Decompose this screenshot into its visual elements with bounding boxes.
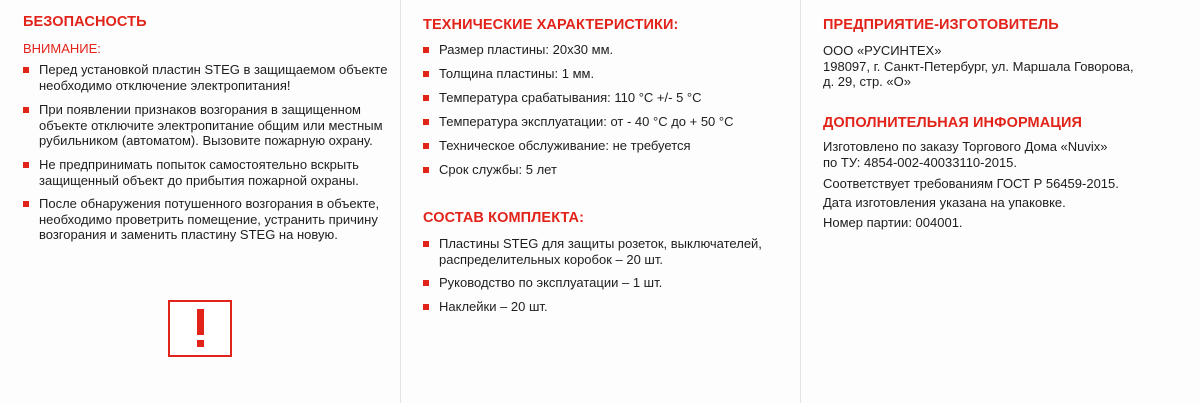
- attention-label: ВНИМАНИЕ:: [23, 41, 101, 56]
- bullet-icon: [23, 67, 29, 73]
- safety-item-line: объекте отключите электропитание общим или местным: [39, 117, 383, 133]
- spec-item: [439, 162, 557, 178]
- extra-info-line: Номер партии: 004001.: [823, 215, 963, 230]
- safety-item-line: Перед установкой пластин STEG в защищаемом объекте: [39, 62, 388, 77]
- safety-item: [39, 157, 359, 188]
- bullet-icon: [423, 280, 429, 286]
- extra-info-title: ДОПОЛНИТЕЛЬНАЯ ИНФОРМАЦИЯ: [823, 115, 1083, 131]
- kit-item-line: Руководство по эксплуатации – 1 шт.: [439, 275, 663, 290]
- kit-item: [439, 275, 662, 291]
- safety-item: [39, 62, 387, 93]
- bullet-icon: [23, 162, 29, 168]
- safety-panel: [0, 0, 400, 403]
- extra-info-line: Соответствует требованиям ГОСТ Р 56459-2015.: [823, 176, 1119, 191]
- manufacturer-panel: [800, 0, 1200, 403]
- kit-item-line: распределительных коробок – 20 шт.: [439, 251, 663, 267]
- manufacturer-address-line: 198097, г. Санкт-Петербург, ул. Маршала Говорова,: [823, 59, 1134, 74]
- safety-title: БЕЗОПАСНОСТЬ: [23, 14, 147, 30]
- spec-item: [439, 66, 594, 82]
- bullet-icon: [23, 107, 29, 113]
- kit-item-line: Наклейки – 20 шт.: [439, 299, 548, 314]
- safety-item-line: рубильником (автоматом). Вызовите пожарную охрану.: [39, 133, 373, 148]
- bullet-icon: [423, 47, 429, 53]
- extra-info-line: Дата изготовления указана на упаковке.: [823, 195, 1066, 210]
- spec-item: [439, 42, 613, 58]
- safety-item: [39, 196, 379, 243]
- kit-title: СОСТАВ КОМПЛЕКТА:: [423, 210, 585, 226]
- manufacturer-name: ООО «РУСИНТЕХ»: [823, 43, 942, 58]
- safety-item-line: При появлении признаков возгорания в защищенном: [39, 102, 361, 117]
- manufacturer-address-line: д. 29, стр. «О»: [823, 74, 911, 89]
- specs-title: ТЕХНИЧЕСКИЕ ХАРАКТЕРИСТИКИ:: [423, 17, 679, 33]
- manufacturer-title: ПРЕДПРИЯТИЕ-ИЗГОТОВИТЕЛЬ: [823, 17, 1059, 33]
- kit-item: [439, 299, 548, 315]
- spec-text: Температура срабатывания: 110 °С +/- 5 °С: [439, 90, 702, 105]
- exclamation-dot: [197, 340, 204, 347]
- safety-item-line: необходимо отключение электропитания!: [39, 77, 291, 93]
- spec-text: Толщина пластины: 1 мм.: [439, 66, 595, 81]
- bullet-icon: [423, 304, 429, 310]
- safety-item-line: возгорания и заменить пластину STEG на новую.: [39, 227, 338, 242]
- kit-item-line: Пластины STEG для защиты розеток, выключателей,: [439, 236, 762, 251]
- exclamation-warning-icon: [168, 300, 232, 357]
- extra-info-line: Изготовлено по заказу Торгового Дома «Nuvix»: [823, 139, 1108, 154]
- extra-info-line: по ТУ: 4854-002-40033110-2015.: [823, 155, 1018, 170]
- spec-text: Температура эксплуатации: от - 40 °С до + 50 °С: [439, 114, 734, 129]
- safety-item-line: После обнаружения потушенного возгорания в объекте,: [39, 196, 380, 211]
- safety-item-line: необходимо проветрить помещение, устранить причину: [39, 211, 378, 227]
- spec-item: [439, 138, 691, 154]
- bullet-icon: [423, 167, 429, 173]
- spec-item: [439, 114, 733, 130]
- kit-item: [439, 236, 762, 267]
- specs-panel: [400, 0, 800, 403]
- bullet-icon: [423, 71, 429, 77]
- spec-text: Размер пластины: 20х30 мм.: [439, 42, 614, 57]
- bullet-icon: [423, 143, 429, 149]
- spec-item: [439, 90, 702, 106]
- safety-item: [39, 102, 383, 149]
- bullet-icon: [23, 201, 29, 207]
- safety-item-line: защищенный объект до прибытия пожарной охраны.: [39, 172, 359, 188]
- bullet-icon: [423, 95, 429, 101]
- spec-text: Техническое обслуживание: не требуется: [439, 138, 691, 153]
- spec-text: Срок службы: 5 лет: [439, 162, 557, 177]
- exclamation-bar: [197, 309, 204, 335]
- bullet-icon: [423, 241, 429, 247]
- safety-item-line: Не предпринимать попыток самостоятельно вскрыть: [39, 157, 359, 172]
- bullet-icon: [423, 119, 429, 125]
